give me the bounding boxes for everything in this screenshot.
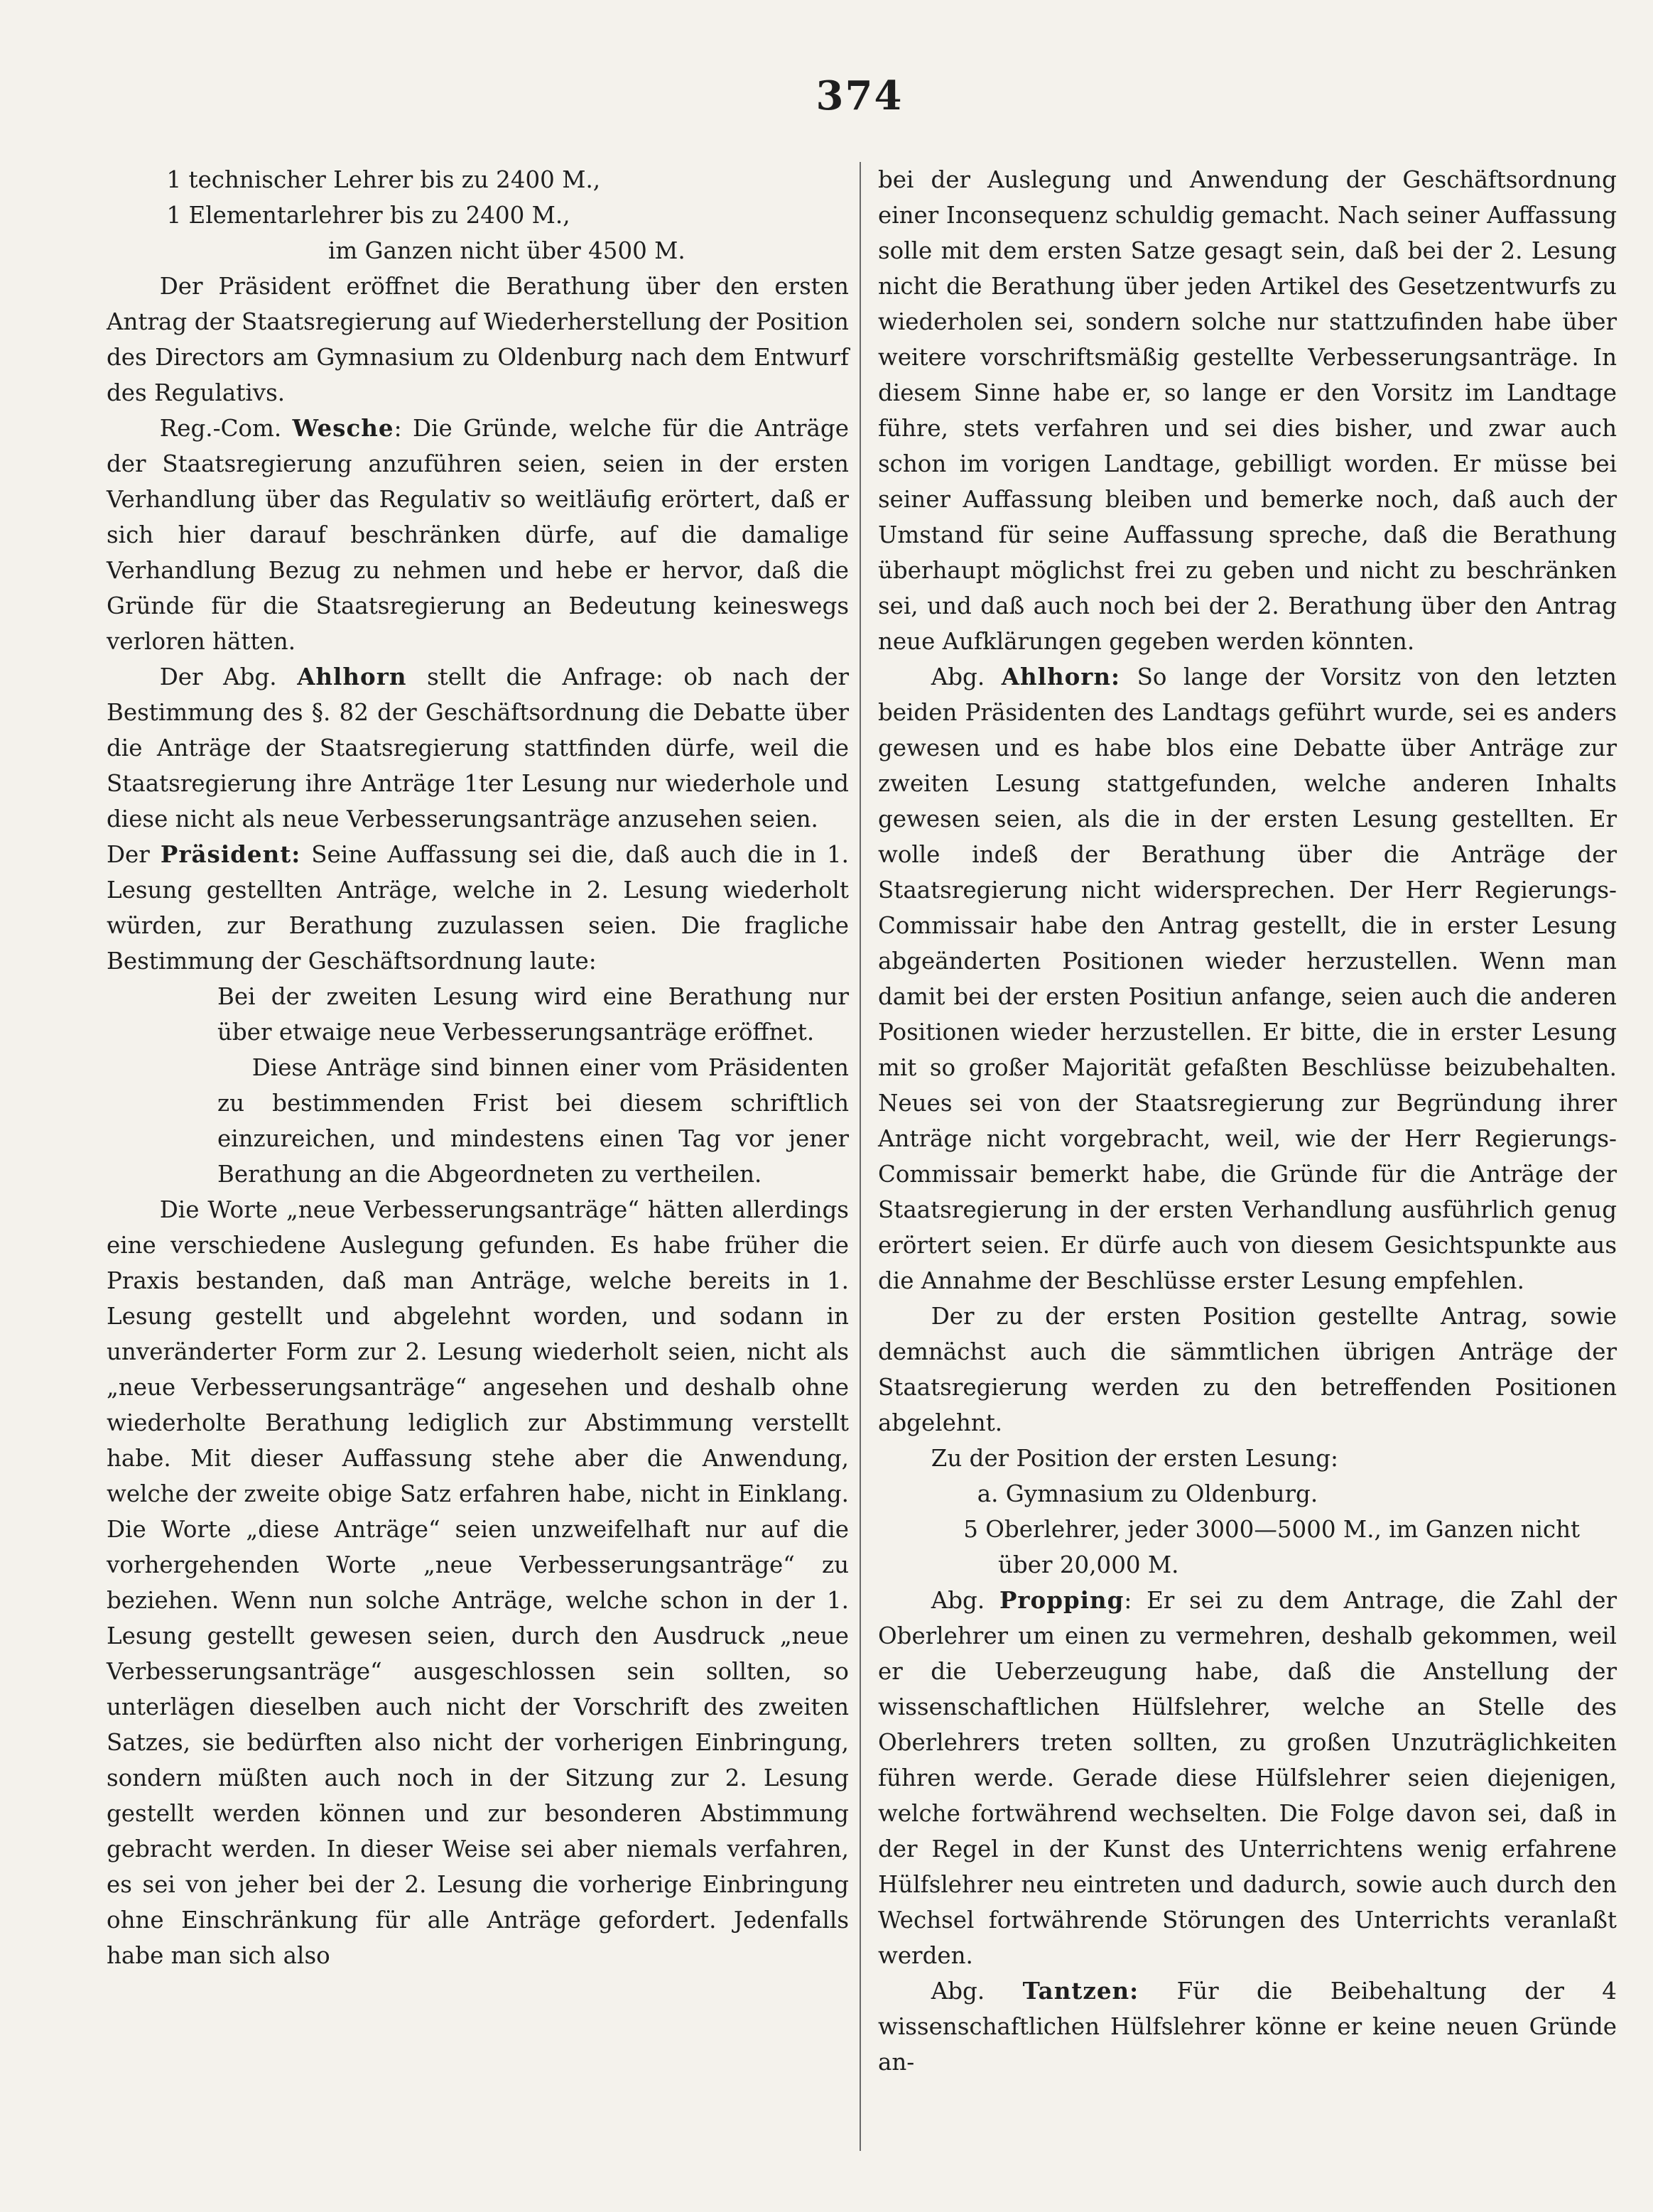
speech-text: stellt die Anfrage: ob nach der Bestimmung des §. 82 der Geschäftsordnung die Debatte über die Anträge der Staatsregierung stattfinden dürfe, weil die Staatsregierung ihre Anträge 1ter Lesung nur wiederhole und diese nicht als neue Verbesserungsanträge anzusehen seien. bbox=[107, 663, 850, 833]
position-line: 5 Oberlehrer, jeder 3000—5000 M., im Ganzen nicht über 20,000 M. bbox=[963, 1516, 1581, 1578]
page-number: 374 bbox=[815, 72, 904, 119]
staff-line-1: 1 technischer Lehrer bis zu 2400 M., bbox=[166, 166, 601, 193]
speaker-name: Tantzen: bbox=[1022, 1977, 1139, 2005]
quotation: Diese Anträge sind binnen einer vom Präsidenten zu bestimmenden Frist bei diesem schriftlich einzureichen, und mindestens einen Tag vor jener Berathung an die Abgeordneten zu vertheilen. bbox=[217, 1054, 849, 1188]
speech-text: : Die Gründe, welche für die Anträge der Staatsregierung anzuführen seien, seien in der ersten Verhandlung über das Regulativ so weitläufig erörtert, daß er sich hier darauf beschränken dürfe, auf die damalige Verhandlung Bezug zu nehmen und hebe er hervor, daß die Gründe für die Staatsregierung an Bedeutung keineswegs verloren hätten. bbox=[107, 415, 849, 655]
paragraph: Die Worte „neue Verbesserungsanträge“ hätten allerdings eine verschiedene Auslegung gefunden. Es habe früher die Praxis bestanden, daß man Anträge, welche bereits in 1. Lesung gestellt und abgelehnt worden, und sodann in unveränderter Form zur 2. Lesung wiederholt seien, nicht als „neue Verbesserungsanträge“ angesehen und deshalb ohne wiederholte Berathung lediglich zur Abstimmung verstellt habe. Mit dieser Auffassung stehe aber die Anwendung, welche der zweite obige Satz erfahren habe, nicht in Einklang. Die Worte „diese Anträge“ seien unzweifelhaft nur auf die vorhergehenden Worte „neue Verbesserungsanträge“ zu beziehen. Wenn nun solche Anträge, welche schon in der 1. Lesung gestellt gewesen seien, durch den Ausdruck „neue Verbesserungsanträge“ ausgeschlossen sein sollten, so unterlägen dieselben auch nicht der Vorschrift des zweiten Satzes, sie bedürften also nicht der vorherigen Einbringung, sondern müßten auch noch in der Sitzung zur 2. Lesung gestellt werden können und zur besonderen Abstimmung gebracht werden. In dieser Weise sei aber niemals verfahren, es sei von jeher bei der 2. Lesung die vorherige Einbringung ohne Einschränkung für alle Anträge gefordert. Jedenfalls habe man sich also bbox=[107, 1196, 849, 1969]
speaker-name: Wesche bbox=[292, 414, 394, 442]
speech-text: Seine Auffassung sei die, daß auch die in 1. Lesung gestellten Anträge, welche in 2. Lesung wiederholt würden, zur Berathung zuzulassen seien. Die fragliche Bestimmung der Geschäftsordnung laute: bbox=[107, 841, 849, 975]
speaker-name: Ahlhorn bbox=[297, 663, 407, 690]
paragraph: Der zu der ersten Position gestellte Antrag, sowie demnächst auch die sämmtlichen übrigen Anträge der Staatsregierung werden zu den betreffenden Positionen abgelehnt. bbox=[878, 1303, 1617, 1436]
quotation: Bei der zweiten Lesung wird eine Berathung nur über etwaige neue Verbesserungsanträge eröffnet. bbox=[217, 983, 849, 1046]
section-heading: a. Gymnasium zu Oldenburg. bbox=[977, 1480, 1318, 1507]
paragraph: Zu der Position der ersten Lesung: bbox=[931, 1445, 1338, 1472]
paragraph bbox=[878, 659, 1617, 1299]
paragraph bbox=[107, 411, 849, 659]
speech-text: So lange der Vorsitz von den letzten beiden Präsidenten des Landtags geführt wurde, sei es anders gewesen und es habe blos eine Debatte über Anträge zur zweiten Lesung stattgefunden, welche anderen Inhalts gewesen seien, als die in der ersten Lesung gestellten. Er wolle indeß der Berathung über die Anträge der Staatsregierung nicht widersprechen. Der Herr Regierungs-Commissair habe den Antrag gestellt, die in erster Lesung abgeänderten Positionen wieder herzustellen. Wenn man damit bei der ersten Positiun anfange, seien auch die anderen Positionen wieder herzustellen. Er bitte, die in erster Lesung mit so großer Majorität gefaßten Beschlüsse beizubehalten. Neues sei von der Staatsregierung zur Begründung ihrer Anträge nicht vorgebracht, weil, wie der Herr Regierungs-Commissair bemerkt habe, die Gründe für die Anträge der Staatsregierung in der ersten Verhandlung ausführlich genug erörtert seien. Er dürfe auch von diesem Gesichtspunkte aus die Annahme der Beschlüsse erster Lesung empfehlen. bbox=[878, 663, 1617, 1294]
speaker-name: Ahlhorn: bbox=[1001, 663, 1121, 690]
prefix: Der bbox=[107, 841, 150, 868]
paragraph bbox=[107, 837, 849, 979]
prefix: Reg.-Com. bbox=[159, 415, 282, 442]
speech-text: Für die Beibehaltung der 4 wissenschaftlichen Hülfslehrer könne er keine neuen Gründe an- bbox=[878, 1978, 1617, 2076]
paragraph bbox=[107, 659, 849, 837]
prefix: Der Abg. bbox=[159, 663, 277, 690]
prefix: Abg. bbox=[931, 1978, 985, 2005]
staff-line-2: 1 Elementarlehrer bis zu 2400 M., bbox=[166, 202, 570, 229]
paragraph: bei der Auslegung und Anwendung der Geschäftsordnung einer Inconsequenz schuldig gemacht. Nach seiner Auffassung solle mit dem ersten Satze gesagt sein, daß bei der 2. Lesung nicht die Berathung über jeden Artikel des Gesetzentwurfs zu wiederholen sei, sondern solche nur stattzufinden habe über weitere vorschriftsmäßig gestellte Verbesserungsanträge. In diesem Sinne habe er, so lange er den Vorsitz im Landtage führe, stets verfahren und sei dies bisher, und zwar auch schon im vorigen Landtage, gebilligt worden. Er müsse bei seiner Auffassung bleiben und bemerke noch, daß auch der Umstand für seine Auffassung spreche, daß die Berathung überhaupt möglichst frei zu geben und nicht zu beschränken sei, und daß auch noch bei der 2. Berathung über den Antrag neue Aufklärungen gegeben werden könnten. bbox=[878, 166, 1617, 655]
column-divider bbox=[860, 162, 861, 2151]
speech-text: : Er sei zu dem Antrage, die Zahl der Oberlehrer um einen zu vermehren, deshalb gekommen, weil er die Ueberzeugung habe, daß die Anstellung der wissenschaftlichen Hülfslehrer, welche an Stelle des Oberlehrers treten sollten, zu großen Unzuträglichkeiten führen werde. Gerade diese Hülfslehrer seien diejenigen, welche fortwährend wechselten. Die Folge davon sei, daß in der Regel in der Kunst des Unterrichtens wenig erfahrene Hülfslehrer neu eintreten und dadurch, sowie auch durch den Wechsel fortwährende Störungen des Unterrichts veranlaßt werden. bbox=[878, 1587, 1617, 1969]
speaker-name: Präsident: bbox=[160, 840, 301, 868]
paragraph: Der Präsident eröffnet die Berathung über den ersten Antrag der Staatsregierung auf Wiederherstellung der Position des Directors am Gymnasium zu Oldenburg nach dem Entwurf des Regulativs. bbox=[107, 273, 849, 406]
paragraph bbox=[878, 1583, 1617, 1973]
staff-total: im Ganzen nicht über 4500 M. bbox=[328, 237, 685, 264]
prefix: Abg. bbox=[931, 1587, 985, 1614]
paragraph bbox=[878, 1973, 1617, 2080]
speaker-name: Propping bbox=[999, 1586, 1124, 1614]
prefix: Abg. bbox=[931, 663, 985, 690]
left-column bbox=[107, 162, 849, 1973]
right-column bbox=[878, 162, 1617, 2080]
